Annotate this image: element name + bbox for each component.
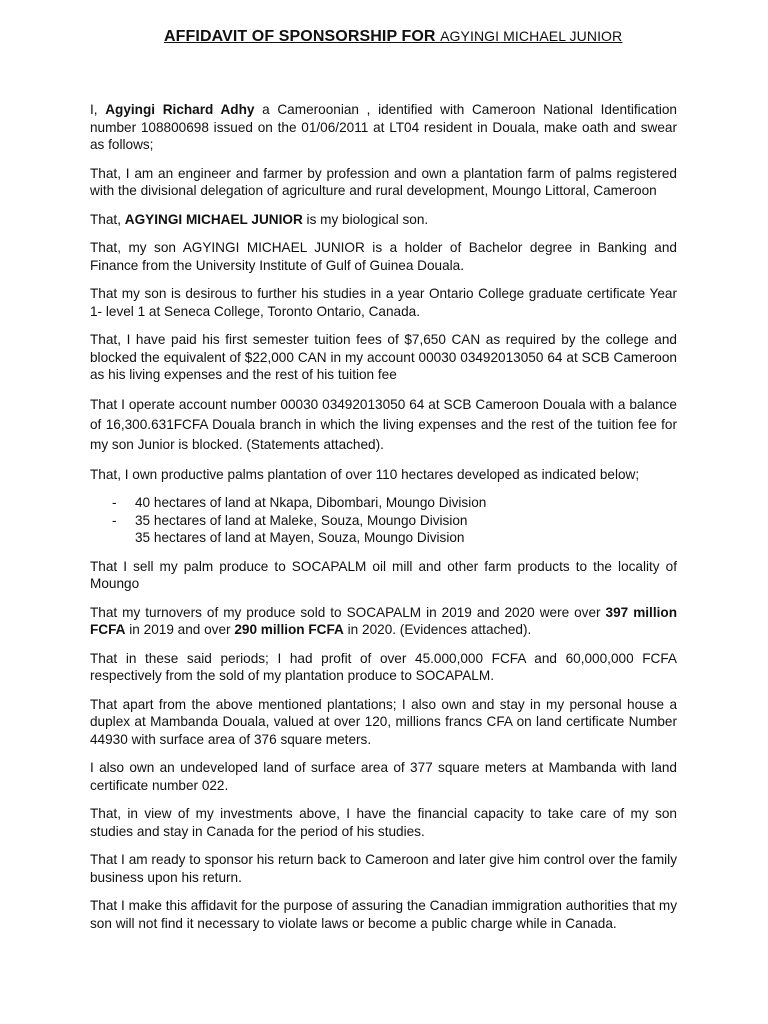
p10-e: in 2020. (Evidences attached).	[343, 622, 532, 637]
paragraph-profession: That, I am an engineer and farmer by profession and own a plantation farm of palms registered with the divisional delegation of agriculture and rural development, Moungo Littoral, Cameroon	[90, 165, 677, 198]
p10-c: in 2019 and over	[125, 622, 235, 637]
list-dash: -	[112, 512, 117, 528]
paragraph-land: I also own an undeveloped land of surface area of 377 square meters at Mambanda with land certificate number 022.	[90, 760, 677, 793]
list-item-text: 35 hectares of land at Maleke, Souza, Moungo Division	[135, 512, 468, 528]
turnover-2020: 290 million FCFA	[234, 622, 344, 637]
paragraph-identity	[90, 101, 677, 154]
list-item	[90, 494, 677, 512]
p3-a: That,	[90, 211, 125, 227]
p10-a: That my turnovers of my produce sold to SOCAPALM in 2019 and 2020 were over	[90, 604, 606, 620]
p3-c: is my biological son.	[302, 211, 429, 227]
land-list	[90, 494, 677, 547]
list-item	[90, 512, 677, 530]
p1-c: a Cameroonian , identified with Cameroon National Identification number 108800698 issued on the 01/06/2011 at LT04 resident in Douala, make oath and swear as follows;	[90, 102, 677, 152]
paragraph-tuition: That, I have paid his first semester tuition fees of $7,650 CAN as required by the college and blocked the equivalent of $22,000 CAN in my account 00030 03492013050 64 at SCB Cameroon as his living expenses and the rest of his tuition fee	[90, 332, 677, 382]
document-title	[164, 28, 622, 46]
paragraph-house: That apart from the above mentioned plantations; I also own and stay in my personal house a duplex at Mambanda Douala, valued at over 120, millions francs CFA on land certificate Number 44930 with surface area of 376 square meters.	[90, 696, 677, 747]
list-item-text: 35 hectares of land at Mayen, Souza, Moungo Division	[135, 530, 465, 545]
paragraph-degree: That, my son AGYINGI MICHAEL JUNIOR is a holder of Bachelor degree in Banking and Finance from the University Institute of Gulf of Guinea Douala.	[90, 240, 677, 273]
paragraph-studies: That my son is desirous to further his studies in a year Ontario College graduate certificate Year 1- level 1 at Seneca College, Toronto Ontario, Canada.	[90, 286, 677, 319]
list-item-text: 40 hectares of land at Nkapa, Dibombari, Moungo Division	[135, 495, 487, 510]
paragraph-purpose: That I make this affidavit for the purpose of assuring the Canadian immigration authorities that my son will not find it necessary to violate laws or become a public charge while in Canada.	[90, 898, 677, 931]
son-name: AGYINGI MICHAEL JUNIOR	[124, 211, 303, 227]
paragraph-sales: That I sell my palm produce to SOCAPALM oil mill and other farm products to the locality of Moungo	[90, 558, 677, 591]
paragraph-return: That I am ready to sponsor his return back to Cameroon and later give him control over the family business upon his return.	[90, 852, 677, 885]
turnover-2019: 397 million FCFA	[90, 604, 677, 637]
paragraph-son	[90, 211, 677, 229]
list-dash: -	[112, 495, 117, 510]
paragraph-turnover	[90, 604, 677, 639]
title-text: AFFIDAVIT OF SPONSORSHIP FOR	[164, 28, 436, 45]
p1-a: I,	[90, 102, 106, 117]
paragraph-capacity: That, in view of my investments above, I have the financial capacity to take care of my son studies and stay in Canada for the period of his studies.	[90, 806, 677, 839]
paragraph-plantation: That, I own productive palms plantation of over 110 hectares developed as indicated below;	[90, 466, 640, 482]
paragraph-profit: That in these said periods; I had profit of over 45.000,000 FCFA and 60,000,000 FCFA respectively from the sold of my plantation produce to SOCAPALM.	[90, 650, 677, 683]
deponent-name: Agyingi Richard Adhy	[105, 102, 255, 117]
document-body	[90, 101, 677, 943]
list-item	[90, 529, 677, 547]
paragraph-account: That I operate account number 00030 03492013050 64 at SCB Cameroon Douala with a balance of 16,300.631FCFA Douala branch in which the living expenses and the rest of the tuition fee for my son Junior is blocked. (Statements attached).	[90, 396, 677, 452]
title-name: AGYINGI MICHAEL JUNIOR	[440, 28, 623, 44]
